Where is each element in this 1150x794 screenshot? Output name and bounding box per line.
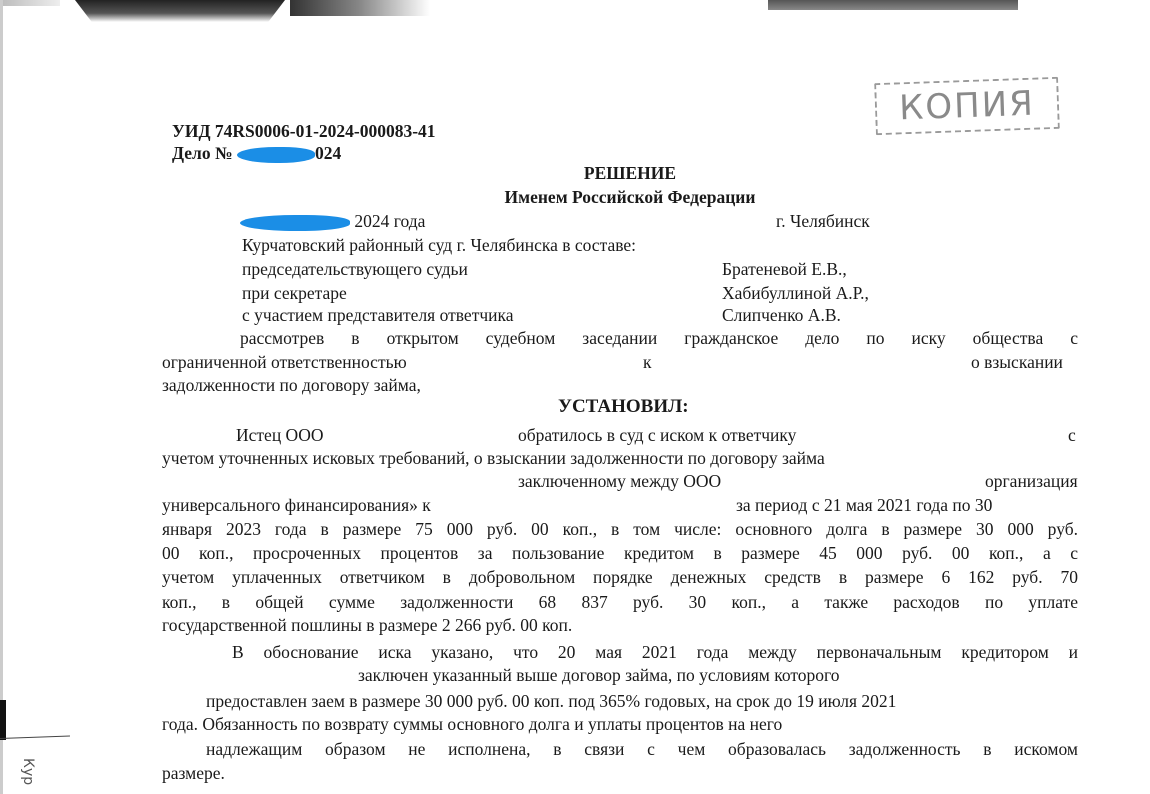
claim-l1-mid: обратилось в суд с иском к ответчику [518,425,797,445]
claim-l6: 00 коп., просроченных процентов за пользование кредитом в размере 45 000 руб. 00 коп., а с [162,543,1078,563]
role-secretary: при секретаре [242,283,347,303]
intro-line-2-right: о взыскании [971,352,1063,372]
claim-l1-left: Истец ООО [236,425,324,445]
basis-l6: размере. [162,763,225,783]
uid-line: УИД 74RS0006-01-2024-000083-41 [172,121,436,141]
court-composition: Курчатовский районный суд г. Челябинска в составе: [242,235,636,255]
basis-l5: надлежащим образом не исполнена, в связи с чем образовалась задолженность в искомом [206,739,1078,759]
decision-date: 2024 года [240,210,425,232]
case-number-line [172,142,341,164]
claim-l5: января 2023 года в размере 75 000 руб. 00 коп., в том числе: основного долга в размере 30 000 руб. [162,519,1078,539]
page-edge [0,0,3,794]
intro-line-3: задолженности по договору займа, [162,375,421,395]
claim-l2: учетом уточненных исковых требований, о взыскании задолженности по договору займа [162,448,825,468]
claim-l3-right: организация [985,471,1078,491]
role-judge: председательствующего судьи [242,259,468,279]
claim-l7: учетом уплаченных ответчиком в добровольном порядке денежных средств в размере 6 162 руб. 70 [162,567,1078,587]
name-judge: Братеневой Е.В., [722,259,847,279]
document-title: РЕШЕНИЕ [583,163,677,183]
intro-line-2-mid: к [643,352,652,372]
claim-l3-mid: заключенному между ООО [518,471,722,491]
claim-l1-right: с [1068,425,1076,445]
photo-edge-shadow [290,0,430,16]
copy-stamp: КОПИЯ [874,77,1060,135]
case-suffix: 024 [314,143,342,163]
basis-l1: В обоснование иска указано, что 20 мая 2021 года между первоначальным кредитором и [232,642,1078,662]
photo-edge-shadow [0,0,60,6]
page-edge-line [0,736,70,739]
document-subtitle: Именем Российской Федерации [504,187,756,207]
name-secretary: Хабибуллиной А.Р., [722,283,869,303]
photo-edge-shadow [75,0,285,22]
intro-line-1: рассмотрев в открытом судебном заседании гражданское дело по иску общества с [240,328,1078,348]
photo-edge-shadow [768,0,1018,10]
claim-l9: государственной пошлины в размере 2 266 руб. 00 коп. [162,615,573,635]
page-edge-mark [0,700,6,740]
intro-line-2-left: ограниченной ответственностью [162,352,407,372]
adjacent-page-text: Кур [20,758,36,786]
redaction-mark [240,215,350,231]
claim-l8: коп., в общей сумме задолженности 68 837 руб. 30 коп., а также расходов по уплате [162,592,1078,612]
claim-l4-right: за период с 21 мая 2021 года по 30 [736,495,993,515]
section-heading: УСТАНОВИЛ: [558,396,689,417]
basis-l4: года. Обязанность по возврату суммы основного долга и уплаты процентов на него [162,714,783,734]
claim-l4-left: универсального финансирования» к [162,495,431,515]
basis-l2: заключен указанный выше договор займа, по условиям которого [358,665,840,685]
name-representative: Слипченко А.В. [722,305,841,325]
role-representative: с участием представителя ответчика [242,305,514,325]
redaction-mark [237,147,315,163]
case-prefix: Дело № [172,143,233,163]
basis-l3: предоставлен заем в размере 30 000 руб. 00 коп. под 365% годовых, на срок до 19 июля 2021 [206,691,897,711]
decision-city: г. Челябинск [776,211,870,231]
